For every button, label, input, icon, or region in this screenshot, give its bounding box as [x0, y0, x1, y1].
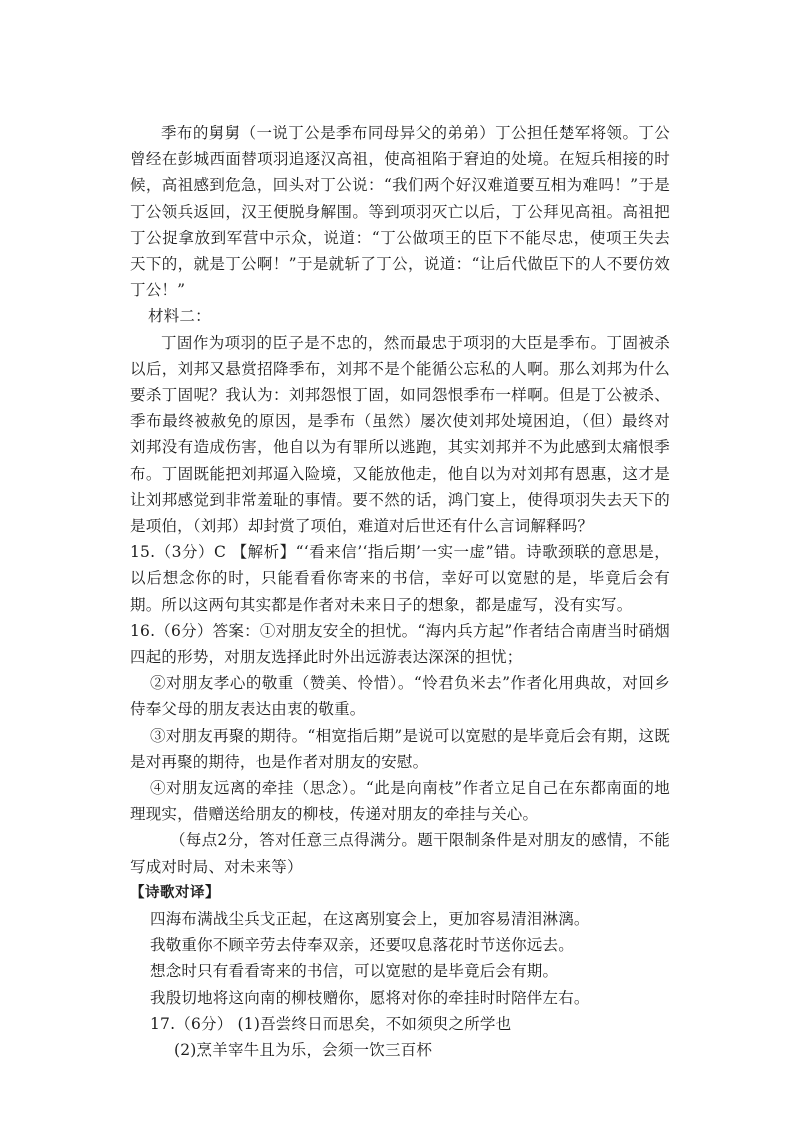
material2-label: 材料二：: [148, 307, 211, 326]
question-16-answer-intro: 16.（6分）答案：①对朋友安全的担忧。“海内兵方起”作者结合南唐当时硝烟四起的形势，对朋友选择此时外出远游表达深深的担忧；: [130, 621, 670, 667]
poem-line: 我殷切地将这向南的柳枝赠你，愿将对你的牵挂时时陪伴左右。: [150, 988, 590, 1007]
question-17-answer-2: (2)烹羊宰牛且为乐，会须一饮三百杯: [174, 1040, 433, 1059]
question-16-point-4: ④对朋友远离的牵挂（思念）。“此是向南枝”作者立足自己在东都南面的地理现实，借赠送给朋友的柳枝，传递对朋友的牵挂与关心。: [130, 779, 670, 824]
poem-line: 我敬重你不顾辛劳去侍奉双亲，还要叹息落花时节送你远去。: [150, 936, 574, 955]
question-15-answer: 15.（3分）C 【解析】“‘看来信’‘指后期’一实一虚”错。诗歌颈联的意思是，以后想念你的时，只能看看你寄来的书信，幸好可以宽慰的是，毕竟后会有期。所以这两句其实都是作者对未来日子的想象，都是虚写，没有实写。: [130, 543, 670, 614]
question-17-answer-1: 17.（6分） (1)吾尝终日而思矣，不如须臾之所学也: [150, 1014, 512, 1033]
question-16-point-2: ②对朋友孝心的敬重（赞美、怜惜）。“怜君负米去”作者化用典故，对回乡侍奉父母的朋友表达由衷的敬重。: [130, 674, 670, 719]
material1-paragraph: 季布的舅舅（一说丁公是季布同母异父的弟弟）丁公担任楚军将领。丁公曾经在彭城西面替项羽追逐汉高祖，使高祖陷于窘迫的处境。在短兵相接的时候，高祖感到危急，回头对丁公说：“我们两个好汉难道要互相为难吗！”于是丁公领兵返回，汉王便脱身解围。等到项羽灭亡以后，丁公拜见高祖。高祖把丁公捉拿放到军营中示众，说道：“丁公做项王的臣下不能尽忠，使项王失去天下的，就是丁公啊！”于是就斩了丁公，说道：“让后代做臣下的人不要仿效丁公！”: [130, 124, 670, 300]
poem-line: 四海布满战尘兵戈正起，在这离别宴会上，更加容易清泪淋漓。: [150, 909, 590, 928]
material2-paragraph: 丁固作为项羽的臣子是不忠的，然而最忠于项羽的大臣是季布。丁固被杀以后，刘邦又悬赏招降季布，刘邦不是个能循公忘私的人啊。那么刘邦为什么要杀丁固呢？我认为：刘邦怨恨丁固，如同怨恨季布一样啊。但是丁公被杀、季布最终被赦免的原因，是季布（虽然）屡次使刘邦处境困迫，（但）最终对刘邦没有造成伤害，他自以为有罪所以逃跑，其实刘邦并不为此感到太痛恨季布。丁固既能把刘邦逼入险境，又能放他走，他自以为对刘邦有恩惠，这才是让刘邦感觉到非常羞耻的事情。要不然的话，鸿门宴上，使得项羽失去天下的是项伯，（刘邦）却封赏了项伯，难道对后世还有什么言词解释吗？: [130, 333, 670, 536]
question-16-point-3: ③对朋友再聚的期待。“相宽指后期”是说可以宽慰的是毕竟后会有期，这既是对再聚的期待，也是作者对朋友的安慰。: [130, 726, 670, 771]
question-16-scoring-note: （每点2分，答对任意三点得满分。题干限制条件是对朋友的感情，不能写成对时局、对未来等）: [130, 831, 670, 876]
document-page: [130, 120, 670, 1063]
poem-line: 想念时只有看看寄来的书信，可以宽慰的是毕竟后会有期。: [150, 962, 559, 981]
poem-translation-heading: 【诗歌对译】: [130, 884, 220, 901]
